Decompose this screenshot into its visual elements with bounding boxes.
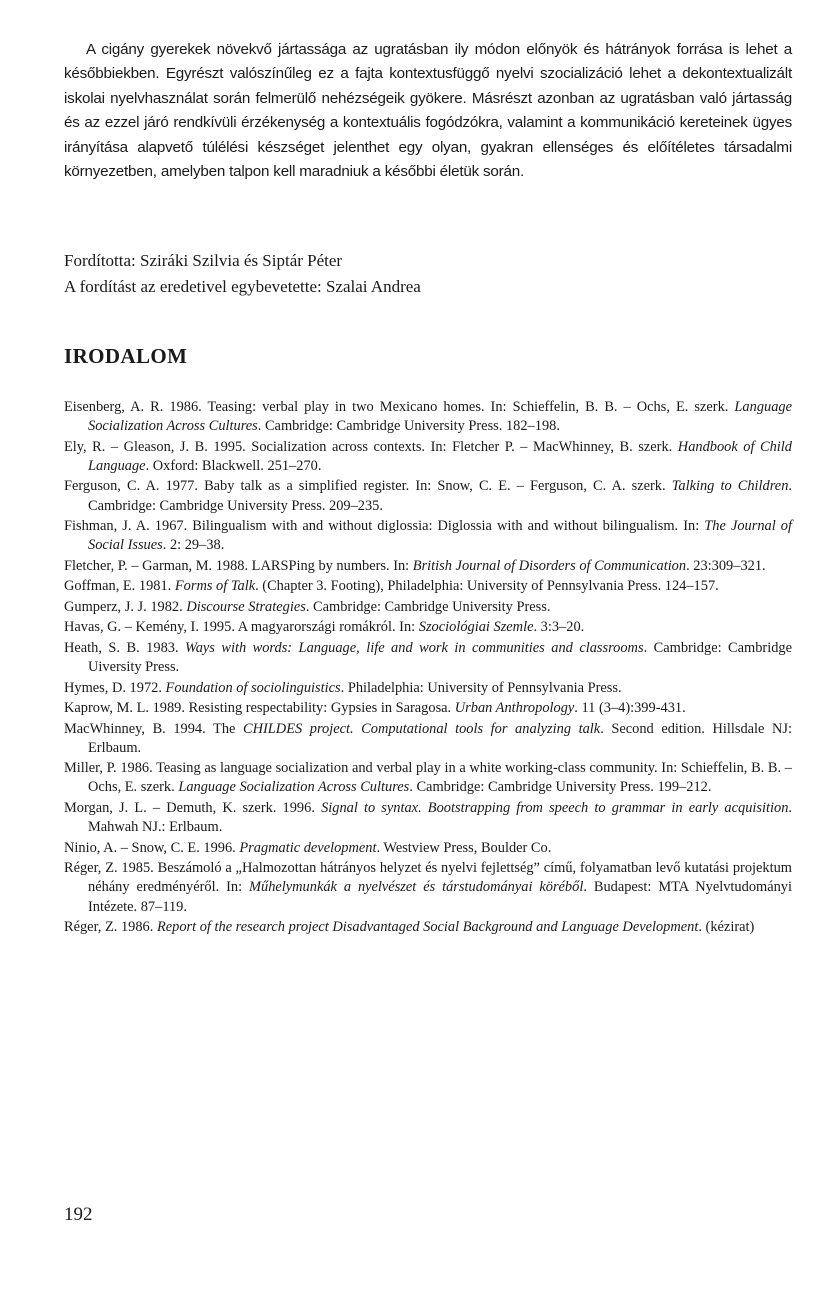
reference-title: Talking to Children — [671, 478, 789, 495]
reference-title: Report of the research project Disadvantaged Social Background and Language Development — [156, 919, 699, 936]
reference-text: Eisenberg, A. R. 1986. Teasing: verbal play in two Mexicano homes. In: Schieffelin, B. B. – Ochs, E. szerk. — [64, 399, 735, 415]
reference-title: Pragmatic development — [239, 839, 377, 856]
reference-title: Foundation of sociolinguistics — [165, 679, 341, 696]
reference-text: Heath, S. B. 1983. — [64, 639, 186, 656]
reference-details: . Second edition. Hillsdale NJ: Erlbaum. — [88, 720, 792, 756]
reference-details: . (Chapter 3. Footing), Philadelphia: University of Pennsylvania Press. 124–157. — [255, 578, 719, 595]
reference-list — [64, 398, 792, 939]
reference-entry — [64, 699, 792, 718]
reference-details: . Philadelphia: University of Pennsylvania Press. — [340, 679, 622, 696]
reference-title: Műhelymunkák a nyelvészet és társtudományai köréből — [249, 879, 584, 896]
reference-title: The Journal of Social Issues — [88, 518, 792, 554]
reference-details: . Cambridge: Cambridge University Press. 182–198. — [257, 418, 560, 435]
reference-entry — [64, 799, 792, 837]
reference-text: Réger, Z. 1986. — [64, 919, 157, 936]
reference-title: Discourse Strategies — [186, 598, 306, 615]
translation-credits — [64, 248, 792, 300]
reference-details: . Cambridge: Cambridge University Press. 199–212. — [409, 779, 712, 796]
reference-entry — [64, 918, 792, 937]
reference-entry — [64, 839, 792, 858]
reference-entry — [64, 557, 792, 576]
reference-details: . Westview Press, Boulder Co. — [376, 839, 552, 856]
reference-title: Signal to syntax. Bootstrapping from speech to grammar in early acquisition — [321, 799, 789, 816]
reference-text: Havas, G. – Kemény, I. 1995. A magyarországi romákról. In: — [64, 619, 419, 636]
reference-text: Hymes, D. 1972. — [64, 679, 166, 696]
reference-text: Miller, P. 1986. Teasing as language socialization and verbal play in a white working-class community. In: Schieffelin, B. B. – Ochs, E. szerk. — [64, 760, 792, 796]
reference-entry — [64, 577, 792, 596]
reference-entry — [64, 679, 792, 698]
reference-entry — [64, 859, 792, 917]
reference-text: Réger, Z. 1985. Beszámoló a „Halmozottan hátrányos helyzet és nyelvi fejlettség” című, folyamatban levő kutatási projektum néhány eredményéről. In: — [64, 860, 792, 896]
reference-text: Goffman, E. 1981. — [64, 578, 175, 595]
reference-title: Language Socialization Across Cultures — [178, 779, 410, 796]
reference-details: . Cambridge: Cambridge University Press. — [305, 598, 551, 615]
reference-entry — [64, 398, 792, 436]
reference-details: . Cambridge: Cambridge University Press. 209–235. — [88, 478, 792, 514]
reference-text: Ely, R. – Gleason, J. B. 1995. Socialization across contexts. In: Fletcher P. – MacWhinney, B. szerk. — [64, 438, 678, 455]
reference-title: Forms of Talk — [174, 578, 256, 595]
reference-title: Handbook of Child Language — [88, 438, 792, 474]
reference-title: Szociológiai Szemle — [418, 619, 534, 636]
reference-title: Language Socialization Across Cultures — [88, 399, 792, 435]
reference-text: Ninio, A. – Snow, C. E. 1996. — [64, 839, 240, 856]
reference-title: CHILDES project. Computational tools for analyzing talk — [243, 720, 601, 737]
translators-line: Fordította: Sziráki Szilvia és Siptár Péter — [64, 251, 343, 270]
reference-text: Fishman, J. A. 1967. Bilingualism with and without diglossia: Diglossia with and without bilingualism. In: — [64, 518, 705, 535]
reference-title: Urban Anthropology — [454, 700, 575, 717]
reference-entry — [64, 517, 792, 555]
reference-text: Ferguson, C. A. 1977. Baby talk as a simplified register. In: Snow, C. E. – Ferguson, C. A. szerk. — [64, 478, 672, 495]
reference-entry — [64, 720, 792, 758]
reference-details: . 23:309–321. — [686, 557, 766, 574]
reference-title: British Journal of Disorders of Communication — [412, 557, 687, 574]
body-paragraph: A cigány gyerekek növekvő jártassága az ugratásban ily módon előnyök és hátrányok forrása is lehet a későbbiekben. Egyrészt valószínűleg ez a fajta kontextusfüggő nyelvi szocializáció lehet a dekontextualizált iskolai nyelvhasználat során felmerülő nehézségeik gyökere. Másrészt azonban az ugratásban való jártasság és az ezzel járó rendkívüli érzékenység a kontextuális fogódzókra, valamint a kommunikáció kereteinek ügyes irányítása alapvető túlélési készséget jelenthet egy olyan, gyakran ellenséges és előítéletes társadalmi környezetben, amelyben talpon kell maradniuk a későbbi életük során. — [64, 41, 792, 181]
reference-entry — [64, 438, 792, 476]
reviewer-line: A fordítást az eredetivel egybevetette: Szalai Andrea — [64, 277, 421, 296]
reference-entry — [64, 618, 792, 637]
reference-entry — [64, 639, 792, 677]
reference-details: . (kézirat) — [698, 919, 755, 936]
reference-text: Kaprow, M. L. 1989. Resisting respectability: Gypsies in Saragosa. — [64, 700, 455, 717]
references-heading: IRODALOM — [64, 344, 188, 368]
reference-text: MacWhinney, B. 1994. The — [64, 720, 244, 737]
reference-details: . 11 (3–4):399-431. — [574, 700, 686, 717]
reference-details: . Oxford: Blackwell. 251–270. — [145, 457, 322, 474]
reference-details: . Cambridge: Cambridge Uiversity Press. — [88, 639, 792, 676]
reference-text: Fletcher, P. – Garman, M. 1988. LARSPing by numbers. In: — [64, 557, 413, 574]
reference-details: . 2: 29–38. — [162, 537, 225, 554]
reference-details: . Mahwah NJ.: Erlbaum. — [88, 799, 793, 836]
reference-text: Morgan, J. L. – Demuth, K. szerk. 1996. — [64, 799, 322, 816]
reference-title: Ways with words: Language, life and work in communities and classrooms — [185, 639, 644, 656]
reference-entry — [64, 759, 792, 797]
reference-details: . 3:3–20. — [533, 619, 585, 636]
reference-text: Gumperz, J. J. 1982. — [64, 598, 187, 615]
page-number: 192 — [64, 1204, 93, 1225]
reference-details: . Budapest: MTA Nyelvtudományi Intézete. 87–119. — [88, 879, 792, 915]
reference-entry — [64, 477, 792, 515]
reference-entry — [64, 598, 792, 617]
